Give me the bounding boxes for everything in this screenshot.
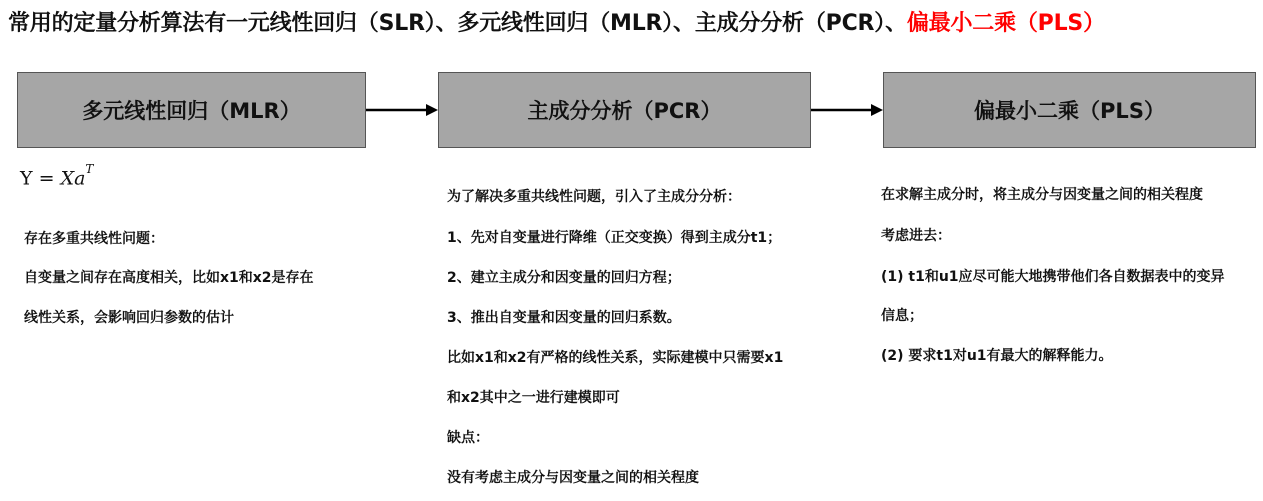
pcr-line-2: 1、先对自变量进行降维（正交变换）得到主成分t1； bbox=[447, 230, 782, 246]
title-prefix: 常用的定量分析算法有一元线性回归（SLR）、多元线性回归（MLR）、主成分分析（PCR）、 bbox=[8, 11, 907, 36]
pls-line-3: (1) t1和u1应尽可能大地携带他们各自数据表中的变异 bbox=[881, 269, 1225, 285]
formula-rhs: Xa bbox=[60, 167, 86, 190]
pcr-box: 主成分分析（PCR） bbox=[438, 72, 811, 148]
pls-box: 偏最小二乘（PLS） bbox=[883, 72, 1256, 148]
arrow-pcr-to-pls bbox=[811, 100, 883, 120]
pcr-line-1: 为了解决多重共线性问题，引入了主成分分析： bbox=[447, 189, 741, 205]
mlr-box: 多元线性回归（MLR） bbox=[17, 72, 366, 148]
mlr-line-2: 自变量之间存在高度相关，比如x1和x2是存在 bbox=[24, 270, 314, 286]
mlr-formula bbox=[20, 162, 94, 190]
pcr-line-5: 比如x1和x2有严格的线性关系，实际建模中只需要x1 bbox=[447, 350, 784, 366]
mlr-line-1: 存在多重共线性问题： bbox=[24, 231, 164, 247]
arrow-mlr-to-pcr bbox=[366, 100, 438, 120]
pcr-line-3: 2、建立主成分和因变量的回归方程； bbox=[447, 270, 681, 286]
formula-lhs: Y bbox=[20, 167, 33, 190]
page-title bbox=[8, 6, 1105, 37]
formula-eq: = bbox=[38, 167, 55, 190]
pcr-line-8: 没有考虑主成分与因变量之间的相关程度 bbox=[447, 470, 699, 486]
pcr-line-6: 和x2其中之一进行建模即可 bbox=[447, 390, 620, 406]
formula-sup: T bbox=[85, 162, 94, 176]
title-highlight: 偏最小二乘（PLS） bbox=[906, 11, 1105, 36]
mlr-line-3: 线性关系，会影响回归参数的估计 bbox=[24, 310, 234, 326]
pcr-line-4: 3、推出自变量和因变量的回归系数。 bbox=[447, 310, 681, 326]
pcr-line-7: 缺点： bbox=[447, 430, 489, 446]
pls-line-4: 信息； bbox=[881, 308, 923, 324]
pls-line-5: (2) 要求t1对u1有最大的解释能力。 bbox=[881, 348, 1113, 364]
pls-line-2: 考虑进去： bbox=[881, 228, 951, 244]
pls-line-1: 在求解主成分时，将主成分与因变量之间的相关程度 bbox=[881, 187, 1203, 203]
